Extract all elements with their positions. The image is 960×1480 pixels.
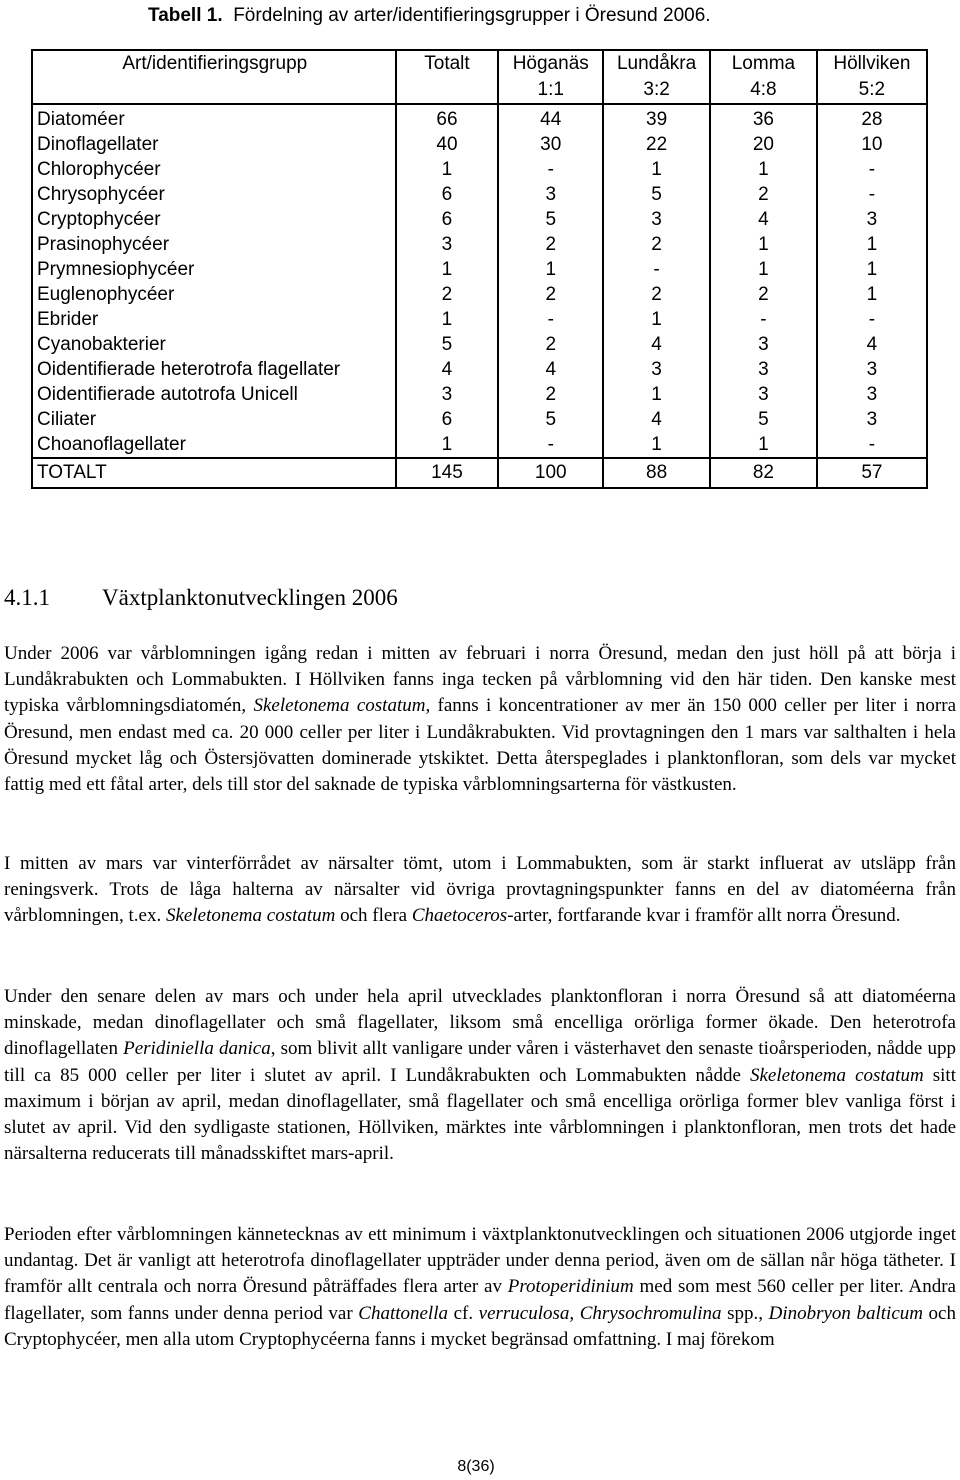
paragraph-1-species: Skeletonema costatum, <box>253 695 431 717</box>
table-row <box>32 357 927 382</box>
cell-total: 1 <box>396 307 499 332</box>
cell-total: 6 <box>396 207 499 232</box>
paragraph-2-text-a: I mitten av mars var vinterförrådet av närsalter tömt, utom i Lommabukten, som är starkt influerat av utsläpp från reningsverk. Trots de låga halterna av närsalter vid övriga provtagningspunkter fanns en del av diatoméerna från vårblomningen, t.ex. <box>4 853 956 927</box>
paragraph-3-species-1: Peridiniella danica <box>123 1038 271 1060</box>
subheader-hollviken: 5:2 <box>817 77 927 104</box>
cell-hollviken: 1 <box>817 282 927 307</box>
total-hoganas: 100 <box>498 458 603 488</box>
cell-lomma: 2 <box>710 282 817 307</box>
table-body <box>32 104 927 488</box>
cell-hoganas: 2 <box>498 332 603 357</box>
cell-total: 1 <box>396 432 499 458</box>
row-group: Euglenophycéer <box>32 282 396 307</box>
cell-lundakra: 4 <box>603 332 710 357</box>
total-all: 145 <box>396 458 499 488</box>
cell-hollviken: 1 <box>817 232 927 257</box>
paragraph-4-species-4: Dinobryon balticum <box>768 1302 923 1324</box>
paragraph-2-text-c: och flera <box>335 905 412 927</box>
cell-hollviken: - <box>817 432 927 458</box>
table-header-row <box>32 50 927 77</box>
paragraph-4-text-a: Perioden efter vårblomningen kännetecknas av ett minimum i växtplanktonutvecklingen och situationen 2006 utgjorde inget undantag. Det är vanligt att heterotrofa dinoflagellater uppträder under denna period, även om de sällan når höga tätheter. I framför allt centrala och norra Öresund påträffades flera arter av <box>4 1224 956 1298</box>
cell-hoganas: - <box>498 432 603 458</box>
total-label: TOTALT <box>32 458 396 488</box>
cell-hoganas: 4 <box>498 357 603 382</box>
section-heading <box>4 584 398 612</box>
total-lomma: 82 <box>710 458 817 488</box>
cell-total: 3 <box>396 382 499 407</box>
subheader-group <box>32 77 396 104</box>
page-number: 8(36) <box>457 1458 495 1475</box>
cell-lundakra: 2 <box>603 282 710 307</box>
row-group: Oidentifierade autotrofa Unicell <box>32 382 396 407</box>
cell-lundakra: 1 <box>603 382 710 407</box>
cell-total: 6 <box>396 407 499 432</box>
cell-lomma: 1 <box>710 257 817 282</box>
table-row <box>32 407 927 432</box>
cell-total: 6 <box>396 182 499 207</box>
cell-lomma: 3 <box>710 382 817 407</box>
cell-lomma: 36 <box>710 104 817 132</box>
cell-hoganas: - <box>498 307 603 332</box>
paragraph-4-text-g: spp., <box>721 1302 769 1324</box>
table-row <box>32 307 927 332</box>
paragraph-2-species-2: Chaetoceros <box>411 905 508 927</box>
table-row <box>32 282 927 307</box>
cell-total: 40 <box>396 132 499 157</box>
table-row <box>32 207 927 232</box>
subheader-total <box>396 77 499 104</box>
cell-hoganas: 2 <box>498 282 603 307</box>
cell-hollviken: - <box>817 307 927 332</box>
cell-lundakra: 1 <box>603 307 710 332</box>
row-group: Diatoméer <box>32 104 396 132</box>
cell-lomma: 1 <box>710 432 817 458</box>
cell-total: 4 <box>396 357 499 382</box>
row-group: Prasinophycéer <box>32 232 396 257</box>
cell-hollviken: - <box>817 157 927 182</box>
cell-lomma: 5 <box>710 407 817 432</box>
paragraph-3 <box>4 984 956 1167</box>
cell-hollviken: 3 <box>817 407 927 432</box>
table-caption <box>148 4 948 28</box>
cell-lundakra: 22 <box>603 132 710 157</box>
page-footer <box>0 1458 960 1476</box>
row-group: Ebrider <box>32 307 396 332</box>
cell-hollviken: 1 <box>817 257 927 282</box>
cell-hoganas: 44 <box>498 104 603 132</box>
cell-hoganas: 3 <box>498 182 603 207</box>
table-row <box>32 104 927 132</box>
cell-hollviken: 3 <box>817 207 927 232</box>
cell-total: 1 <box>396 257 499 282</box>
cell-lundakra: 3 <box>603 207 710 232</box>
paragraph-1-text-a: Under 2006 var vårblomningen igång redan i mitten av februari i norra Öresund, medan den just höll på att börja i Lundåkrabukten och Lommabukten. I Höllviken fanns inga tecken på vårblomning vid den här tiden. Den kanske mest typiska vårblomningsdiatomén, <box>4 643 956 717</box>
row-group: Oidentifierade heterotrofa flagellater <box>32 357 396 382</box>
cell-hoganas: - <box>498 157 603 182</box>
header-hollviken: Höllviken <box>817 50 927 77</box>
total-lundakra: 88 <box>603 458 710 488</box>
paragraph-3-text-c: , som blivit allt vanligare under våren i västerhavet den senaste tioårsperioden, nådde upp till ca 85 000 celler per liter i slutet av april. I Lundåkrabukten och Lommabukten nådde <box>4 1038 956 1086</box>
table-row <box>32 157 927 182</box>
paragraph-4-text-c: med som mest 560 celler per liter. Andra flagellater, som fanns under denna period var <box>4 1276 956 1324</box>
table-row <box>32 132 927 157</box>
header-hoganas: Höganäs <box>498 50 603 77</box>
cell-lundakra: 39 <box>603 104 710 132</box>
cell-total: 3 <box>396 232 499 257</box>
cell-lundakra: - <box>603 257 710 282</box>
cell-total: 1 <box>396 157 499 182</box>
subheader-lundakra: 3:2 <box>603 77 710 104</box>
cell-hoganas: 2 <box>498 232 603 257</box>
paragraph-2-species-1: Skeletonema costatum <box>166 905 336 927</box>
table-caption-text: Fördelning av arter/identifieringsgrupper i Öresund 2006. <box>233 5 711 26</box>
row-group: Chrysophycéer <box>32 182 396 207</box>
cell-hoganas: 1 <box>498 257 603 282</box>
paragraph-4-text-e: cf. <box>448 1302 479 1324</box>
cell-total: 66 <box>396 104 499 132</box>
row-group: Ciliater <box>32 407 396 432</box>
cell-lundakra: 1 <box>603 157 710 182</box>
cell-lundakra: 2 <box>603 232 710 257</box>
cell-hollviken: 3 <box>817 382 927 407</box>
cell-hoganas: 5 <box>498 207 603 232</box>
header-lundakra: Lundåkra <box>603 50 710 77</box>
paragraph-3-text-e: sitt maximum i början av april, medan dinoflagellater, små flagellater och små encelliga orörliga former blev vanliga först i slutet av april. Vid den sydligaste stationen, Höllviken, märktes inte vårblomningen i planktonfloran, men trots det hade närsalterna reducerats till månadsskiftet mars-april. <box>4 1064 956 1165</box>
row-group: Choanoflagellater <box>32 432 396 458</box>
row-group: Prymnesiophycéer <box>32 257 396 282</box>
cell-lomma: 4 <box>710 207 817 232</box>
cell-total: 5 <box>396 332 499 357</box>
paragraph-4-species-2: Chattonella <box>358 1302 448 1324</box>
paragraph-4-species-1: Protoperidinium <box>507 1276 634 1298</box>
table-caption-label: Tabell 1. <box>148 5 223 26</box>
cell-hollviken: 28 <box>817 104 927 132</box>
species-distribution-table <box>31 49 928 489</box>
cell-lomma: 1 <box>710 232 817 257</box>
section-title: Växtplanktonutvecklingen 2006 <box>102 585 398 610</box>
paragraph-1-text-c: fanns i koncentrationer av mer än 150 000 celler per liter i norra Öresund, men endast med ca. 20 000 celler per liter i Lundåkrabukten. Vid provtagningen den 1 mars var salthalten i hela Öresund mycket låg och Östersjövatten dominerade ytskiktet. Detta återspeglades i planktonfloran, som dels var mycket fattig med ett fåtal arter, dels till stor del saknade de typiska vårblomningsarterna för västkusten. <box>4 695 957 796</box>
cell-lomma: 3 <box>710 332 817 357</box>
subheader-hoganas: 1:1 <box>498 77 603 104</box>
paragraph-1 <box>4 641 956 798</box>
header-lomma: Lomma <box>710 50 817 77</box>
cell-lomma: 20 <box>710 132 817 157</box>
row-group: Chlorophycéer <box>32 157 396 182</box>
subheader-lomma: 4:8 <box>710 77 817 104</box>
paragraph-4-species-3: verruculosa, Chrysochromulina <box>478 1302 722 1324</box>
cell-hollviken: 10 <box>817 132 927 157</box>
table-row <box>32 432 927 458</box>
row-group: Dinoflagellater <box>32 132 396 157</box>
cell-lundakra: 5 <box>603 182 710 207</box>
paragraph-3-species-2: Skeletonema costatum <box>750 1064 924 1086</box>
cell-hoganas: 2 <box>498 382 603 407</box>
table-row <box>32 382 927 407</box>
paragraph-2-text-e: -arter, fortfarande kvar i framför allt norra Öresund. <box>507 905 901 927</box>
cell-hoganas: 5 <box>498 407 603 432</box>
table-total-row <box>32 458 927 488</box>
total-hollviken: 57 <box>817 458 927 488</box>
paragraph-3-text-a: Under den senare delen av mars och under hela april utvecklades planktonfloran i norra Öresund så att diatoméerna minskade, medan dinoflagellater och små flagellater, liksom små encelliga orörliga former ökade. Den heterotrofa dinoflagellaten <box>4 986 956 1060</box>
cell-lomma: 2 <box>710 182 817 207</box>
cell-total: 2 <box>396 282 499 307</box>
cell-lundakra: 3 <box>603 357 710 382</box>
cell-lundakra: 1 <box>603 432 710 458</box>
cell-hollviken: - <box>817 182 927 207</box>
table-row <box>32 232 927 257</box>
header-group: Art/identifieringsgrupp <box>32 50 396 77</box>
paragraph-4 <box>4 1222 956 1353</box>
cell-lomma: 1 <box>710 157 817 182</box>
paragraph-2 <box>4 851 956 930</box>
paragraph-4-text-i: och Cryptophycéer, men alla utom Cryptophycéerna fanns i mycket begränsad omfattning. I maj förekom <box>4 1302 956 1350</box>
cell-lundakra: 4 <box>603 407 710 432</box>
section-number: 4.1.1 <box>4 585 50 610</box>
row-group: Cyanobakterier <box>32 332 396 357</box>
cell-lomma: - <box>710 307 817 332</box>
row-group: Cryptophycéer <box>32 207 396 232</box>
table-row <box>32 182 927 207</box>
table-subheader-row <box>32 77 927 104</box>
table-row <box>32 332 927 357</box>
header-total: Totalt <box>396 50 499 77</box>
cell-hollviken: 4 <box>817 332 927 357</box>
cell-hoganas: 30 <box>498 132 603 157</box>
table-row <box>32 257 927 282</box>
cell-hollviken: 3 <box>817 357 927 382</box>
cell-lomma: 3 <box>710 357 817 382</box>
